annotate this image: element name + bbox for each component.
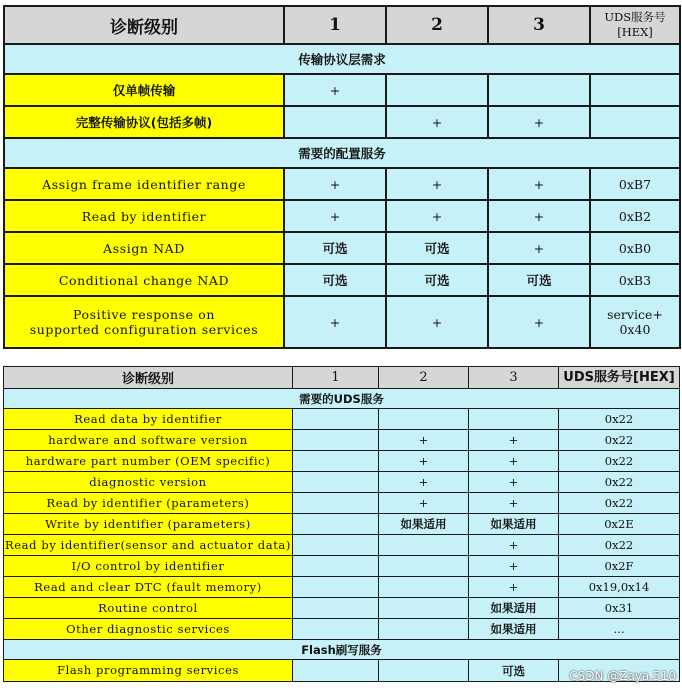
level-1-cell (293, 619, 379, 640)
level-3-cell: 如果适用 (469, 619, 559, 640)
level-3-cell: + (469, 556, 559, 577)
level-1-cell: 可选 (284, 232, 386, 264)
service-label: Read and clear DTC (fault memory) (4, 577, 293, 598)
level-3-cell (488, 74, 590, 106)
level-3-cell: 如果适用 (469, 514, 559, 535)
uds-code-cell: 0xB0 (590, 232, 680, 264)
uds-code-cell: service+ 0x40 (590, 296, 680, 348)
service-label: Routine control (4, 598, 293, 619)
service-label: hardware and software version (4, 430, 293, 451)
table-row (4, 409, 680, 430)
service-label: Read by identifier(sensor and actuator data) (4, 535, 293, 556)
level-3-cell: + (488, 106, 590, 138)
uds-code-cell: 0x2E (559, 514, 680, 535)
level-3-cell: + (469, 577, 559, 598)
service-label: Assign frame identifier range (4, 168, 284, 200)
table-row (4, 74, 680, 106)
uds-code-cell: 0x31 (559, 598, 680, 619)
level-2-cell: + (386, 296, 488, 348)
level-1-cell: + (284, 74, 386, 106)
table-row (4, 264, 680, 296)
table-row (4, 493, 680, 514)
section-row-1-label: 传输协议层需求 (4, 44, 680, 74)
uds-code-cell: 0x2F (559, 556, 680, 577)
uds-code-cell: 0x22 (559, 472, 680, 493)
header-level-3: 3 (469, 367, 559, 389)
level-2-cell: 可选 (386, 264, 488, 296)
level-1-cell (293, 409, 379, 430)
level-2-cell: + (386, 200, 488, 232)
uds-code-cell: 0xB7 (590, 168, 680, 200)
service-label: Read by identifier (parameters) (4, 493, 293, 514)
level-2-cell: + (379, 451, 469, 472)
level-2-cell (379, 409, 469, 430)
level-2-cell (386, 74, 488, 106)
table-row (4, 577, 680, 598)
header-level-1: 1 (293, 367, 379, 389)
uds-code-cell: 0x22 (559, 409, 680, 430)
level-3-cell: + (469, 472, 559, 493)
header-level-1: 1 (284, 6, 386, 44)
service-label: I/O control by identifier (4, 556, 293, 577)
level-2-cell (379, 619, 469, 640)
service-label: hardware part number (OEM specific) (4, 451, 293, 472)
level-1-cell (293, 660, 379, 682)
service-label: 完整传输协议(包括多帧) (4, 106, 284, 138)
level-3-cell: + (488, 200, 590, 232)
level-3-cell: 如果适用 (469, 598, 559, 619)
level-2-cell (379, 577, 469, 598)
level-3-cell: + (469, 535, 559, 556)
level-3-cell (469, 409, 559, 430)
level-2-cell: + (386, 168, 488, 200)
watermark: CSDN @Zaya.510 (569, 669, 676, 683)
level-3-cell: + (488, 232, 590, 264)
level-3-cell: + (488, 168, 590, 200)
level-1-cell (293, 514, 379, 535)
level-3-cell: 可选 (488, 264, 590, 296)
service-label: Write by identifier (parameters) (4, 514, 293, 535)
config-requirements-table (3, 5, 681, 349)
level-1-cell (293, 556, 379, 577)
table-row (4, 200, 680, 232)
section-row-2-label: 需要的配置服务 (4, 138, 680, 168)
level-2-cell (379, 556, 469, 577)
section-row-1-label: 需要的UDS服务 (4, 389, 680, 409)
table-row (4, 168, 680, 200)
header-level-2: 2 (386, 6, 488, 44)
header-level-3: 3 (488, 6, 590, 44)
uds-code-cell: 0x22 (559, 535, 680, 556)
level-2-cell: + (379, 430, 469, 451)
section-row-2 (4, 640, 680, 660)
level-1-cell (293, 430, 379, 451)
uds-code-cell (590, 106, 680, 138)
table-row (4, 430, 680, 451)
level-1-cell (293, 472, 379, 493)
header-diag-level: 诊断级别 (4, 367, 293, 389)
level-1-cell: + (284, 168, 386, 200)
uds-code-cell: 0x19,0x14 (559, 577, 680, 598)
level-2-cell: + (379, 472, 469, 493)
level-1-cell (293, 535, 379, 556)
table-row (4, 598, 680, 619)
level-3-cell: 可选 (469, 660, 559, 682)
section-row-1 (4, 389, 680, 409)
uds-code-cell: ... (559, 619, 680, 640)
level-1-cell: 可选 (284, 264, 386, 296)
table-row (4, 619, 680, 640)
section-row-2 (4, 138, 680, 168)
table-row (4, 472, 680, 493)
table-row (4, 535, 680, 556)
table-row (4, 514, 680, 535)
service-label: Flash programming services (4, 660, 293, 682)
header-uds-service: UDS服务号 [HEX] (590, 6, 680, 44)
uds-code-cell (590, 74, 680, 106)
header-level-2: 2 (379, 367, 469, 389)
level-1-cell (293, 598, 379, 619)
uds-code-cell: 0xB2 (590, 200, 680, 232)
service-label: Conditional change NAD (4, 264, 284, 296)
level-2-cell (379, 598, 469, 619)
level-1-cell: + (284, 296, 386, 348)
level-2-cell (379, 660, 469, 682)
level-2-cell: + (379, 493, 469, 514)
level-1-cell (293, 577, 379, 598)
service-label: Positive response on supported configuration services (4, 296, 284, 348)
uds-code-cell: 0x22 (559, 430, 680, 451)
level-3-cell: + (488, 296, 590, 348)
table-row (4, 556, 680, 577)
level-2-cell (379, 535, 469, 556)
table-row (4, 451, 680, 472)
level-1-cell: + (284, 200, 386, 232)
uds-code-cell: 0xB3 (590, 264, 680, 296)
service-label: Read by identifier (4, 200, 284, 232)
uds-services-table (3, 366, 680, 682)
table-row (4, 106, 680, 138)
header-diag-level: 诊断级别 (4, 6, 284, 44)
table-row (4, 232, 680, 264)
level-1-cell (293, 493, 379, 514)
service-label: Other diagnostic services (4, 619, 293, 640)
service-label: Read data by identifier (4, 409, 293, 430)
service-label: 仅单帧传输 (4, 74, 284, 106)
level-2-cell: 如果适用 (379, 514, 469, 535)
table-row (4, 296, 680, 348)
level-2-cell: 可选 (386, 232, 488, 264)
header-uds-service: UDS服务号[HEX] (559, 367, 680, 389)
section-row-2-label: Flash刷写服务 (4, 640, 680, 660)
header-row (4, 367, 680, 389)
level-3-cell: + (469, 451, 559, 472)
level-3-cell: + (469, 493, 559, 514)
level-1-cell (293, 451, 379, 472)
section-row-1 (4, 44, 680, 74)
uds-code-cell: 0x22 (559, 493, 680, 514)
service-label: diagnostic version (4, 472, 293, 493)
level-1-cell (284, 106, 386, 138)
header-row (4, 6, 680, 44)
service-label: Assign NAD (4, 232, 284, 264)
level-3-cell: + (469, 430, 559, 451)
uds-code-cell: 0x22 (559, 451, 680, 472)
level-2-cell: + (386, 106, 488, 138)
